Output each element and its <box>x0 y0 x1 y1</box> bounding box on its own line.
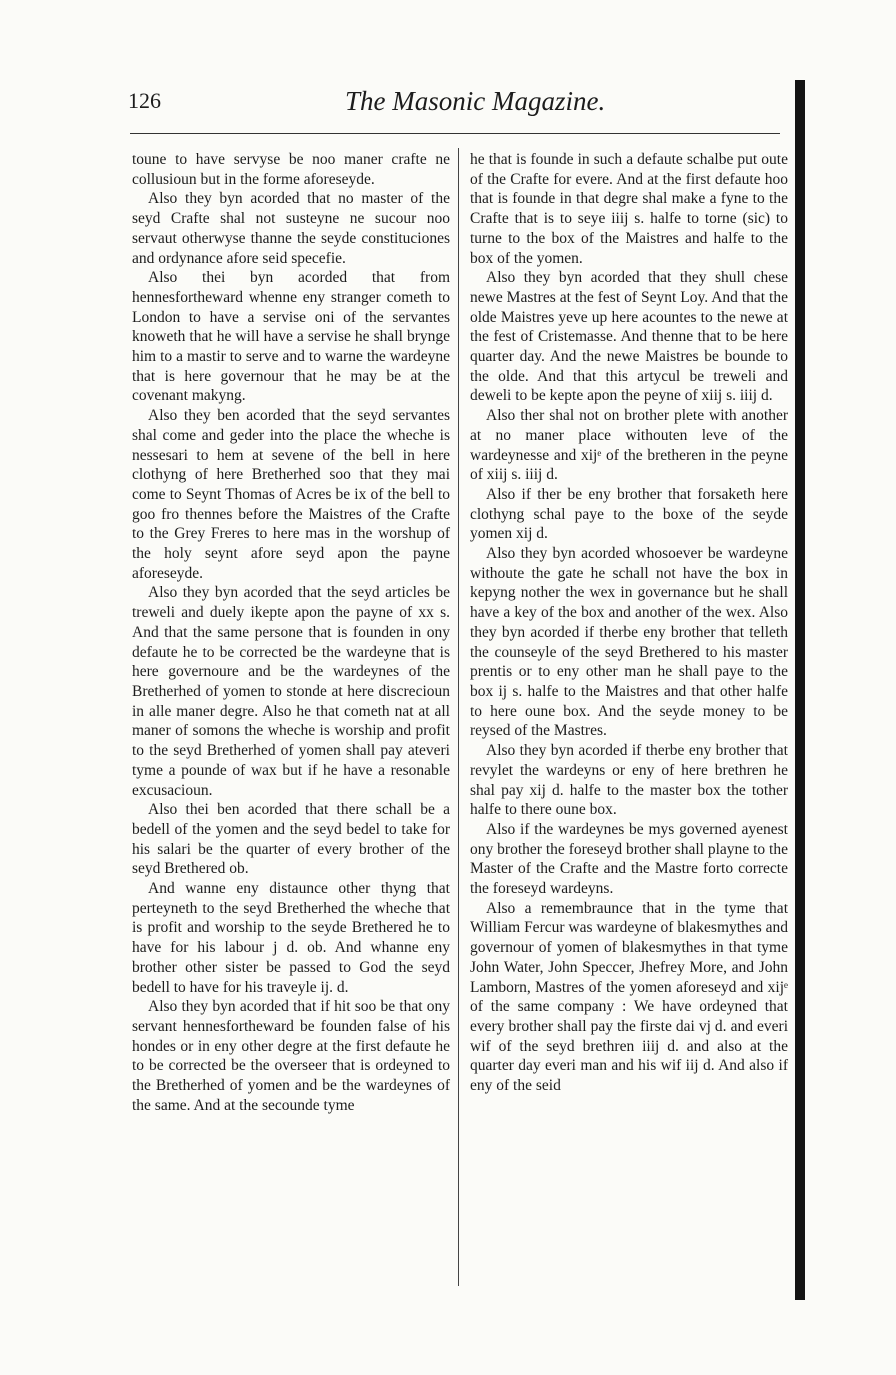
paragraph: Also ther shal not on brother plete with another at no maner place withouten leve of the wardeynesse and xijᵉ of the bretheren in the peyne of xiij s. iiij d. <box>470 407 788 484</box>
page-edge-bar <box>795 80 805 1300</box>
page-header <box>0 0 896 150</box>
paragraph: Also they byn acorded that they shull chese newe Mastres at the fest of Seynt Loy. And that the olde Maistres yeve up here acountes to the newe at the fest of Cristemasse. And thenne that to be here quarter day. And the newe Maistres be bounde to the olde. And that this artycul be treweli and deweli to be kepte apon the peyne of xiij s. iiij d. <box>470 269 788 405</box>
page-number: 126 <box>128 88 161 113</box>
column-divider <box>458 148 459 1286</box>
paragraph: Also a remembraunce that in the tyme that William Fercur was wardeyne of blakesmythes and governour of yomen of blakesmythes in that tyme John Water, John Speccer, Jhefrey More, and John Lamborn, Mastres of the yomen aforeseyd and xijᵉ of the same company : We have ordeyned that every brother shall pay the firste dai vj d. and everi wif of the seyd brethren iiij d. and also at the quarter day everi man and his wif iij d. And also if eny of the seid <box>470 899 788 1095</box>
paragraph: Also they ben acorded that the seyd servantes shal come and geder into the place the wheche is nessesari to hem at sevene of the bell in here clothyng of here Bretherhed soo that they mai come to Seynt Thomas of Acres be ix of the bell to goo fro thennes before the Maistres of the Crafte to the Grey Freres to here mas in the worshup of the holy seynt afore seyd apon the payne aforeseyde. <box>132 407 450 582</box>
right-column <box>470 150 788 1096</box>
left-column <box>132 150 450 1115</box>
paragraph: toune to have servyse be noo maner crafte ne collusioun but in the forme aforeseyde. <box>132 151 450 188</box>
paragraph: Also thei ben acorded that there schall be a bedell of the yomen and the seyd bedel to take for his salari be the quarter of every brother of the seyd Brethered ob. <box>132 801 450 878</box>
header-rule <box>130 133 780 134</box>
paragraph: Also if ther be eny brother that forsaketh here clothyng schal paye to the boxe of the seyde yomen xij d. <box>470 485 788 543</box>
paragraph: Also thei byn acorded that from hennesfortheward whenne eny stranger cometh to London to have a servise oni of the servantes knoweth that he will have a servise he shall brynge him to a mastir to serve and to warne the wardeyne that is here governour that he may be at the covenant makyng. <box>132 269 450 405</box>
magazine-title: The Masonic Magazine. <box>345 86 606 116</box>
paragraph: And wanne eny distaunce other thyng that perteyneth to the seyd Bretherhed the wheche that is profit and worship to the seyde Brethered he to have for his labour j d. ob. And whanne eny brother other sister be passed to God the seyd bedell to have for his traveyle ij. d. <box>132 880 450 996</box>
paragraph: Also they byn acorded if therbe eny brother that revylet the wardeyns or eny of here brethren he shal pay xij d. halfe to the master box the tother halfe to there oune box. <box>470 742 788 819</box>
paragraph: Also they byn acorded whosoever be wardeyne withoute the gate he schall not have the box in kepyng nother the wex in governance but he shall have a key of the box and another of the wex. Also they byn acorded if therbe eny brother that telleth the counseyle of the seyd Brethered to his master prentis or to eny other man he shall paye to the box ij s. halfe to the Maistres and that other halfe to here oune box. And the seyde money to be reysed of the Mastres. <box>470 545 788 740</box>
paragraph: Also they byn acorded that the seyd articles be treweli and duely ikepte apon the payne of xx s. And that the same persone that is founden in ony defaute he to be corrected be the wardeyne that is here governoure and be the wardeynes of the Bretherhed of yomen to stonde at here discrecioun in alle maner degre. Also he that cometh nat at all maner of somons the wheche is worship and profit to the seyd Bretherhed of yomen shall pay ateveri tyme a pounde of wax but if he have a resonable excusacioun. <box>132 584 450 799</box>
paragraph: Also they byn acorded that no master of the seyd Crafte shal not susteyne ne sucour noo servaut otherwyse thanne the seyde constituciones and ordynance afore seid specefie. <box>132 190 450 267</box>
paragraph: he that is founde in such a defaute schalbe put oute of the Crafte for evere. And at the first defaute hoo that is founde in that degre shal make a fyne to the Crafte that is to seye iiij s. halfe to torne (sic) to turne to the box of the Maistres and halfe to the box of the yomen. <box>470 151 788 267</box>
paragraph: Also if the wardeynes be mys governed ayenest ony brother the foreseyd brother shall playne to the Master of the Crafte and the Mastre forto correcte the foreseyd wardeyns. <box>470 820 788 898</box>
paragraph: Also they byn acorded that if hit soo be that ony servant hennesfortheward be founden false of his hondes or in eny other degre at the first defaute he to be corrected be the overseer that is ordeyned to the Bretherhed of yomen and be the wardeynes of the same. And at the secounde tyme <box>132 998 450 1114</box>
